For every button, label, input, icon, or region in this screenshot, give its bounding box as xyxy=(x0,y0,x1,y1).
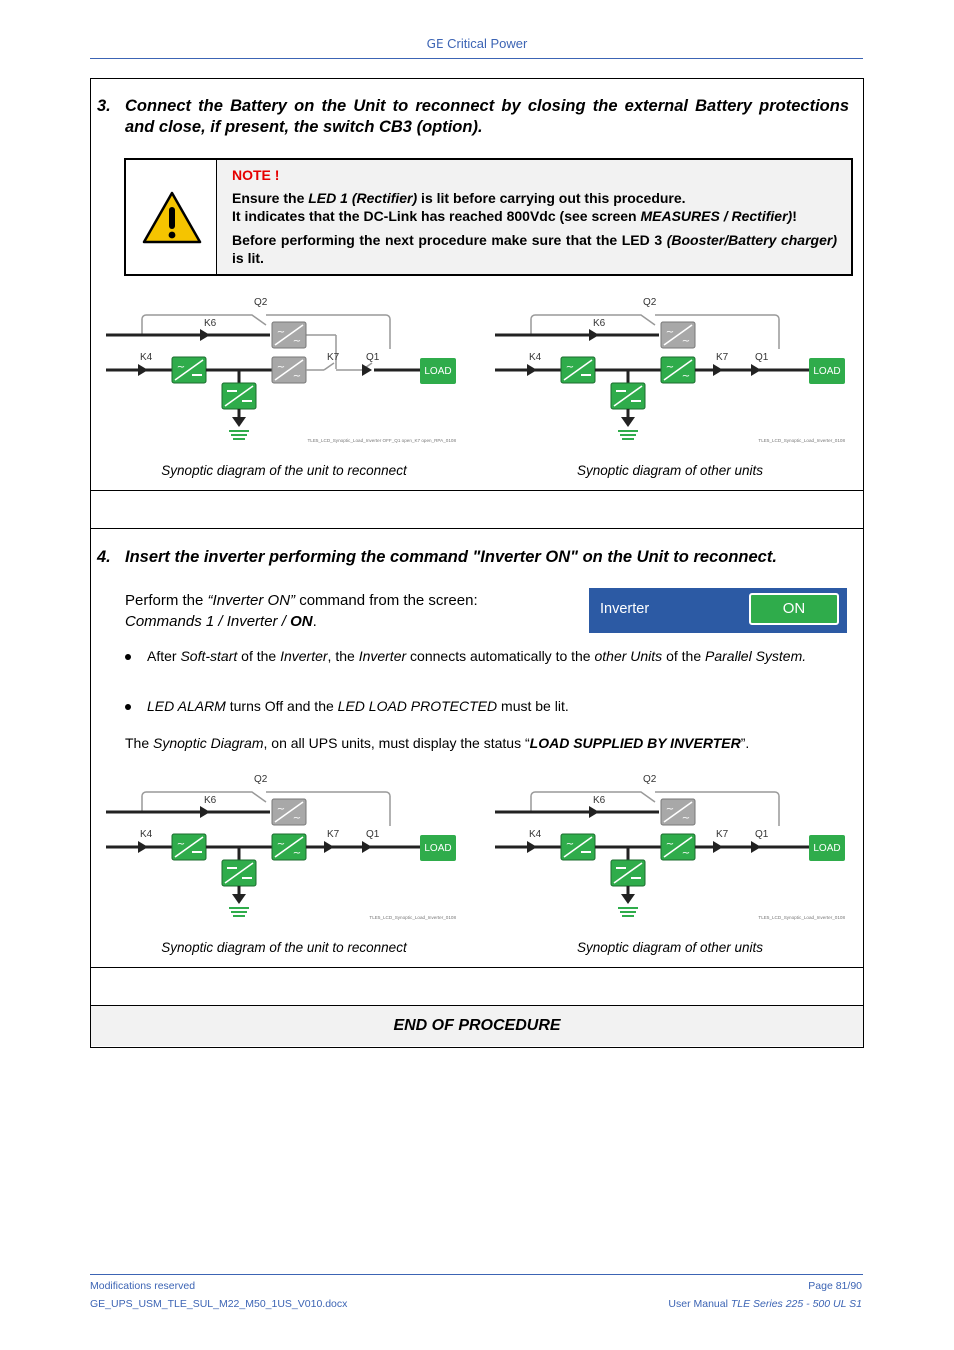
end-of-procedure: END OF PROCEDURE xyxy=(91,1006,863,1046)
k6-label: K6 xyxy=(204,318,217,329)
q1-label: Q1 xyxy=(366,829,380,840)
q2-label: Q2 xyxy=(643,297,657,308)
caption-left: Synoptic diagram of the unit to reconnect xyxy=(161,940,407,955)
load-label: LOAD xyxy=(424,843,452,854)
note-box xyxy=(124,158,853,276)
synoptic-diagram-other-units xyxy=(493,293,849,443)
q2-label: Q2 xyxy=(254,774,268,785)
inverter-screen xyxy=(589,588,847,633)
k6-label: K6 xyxy=(593,318,606,329)
q1-label: Q1 xyxy=(755,829,769,840)
step-number: 4. xyxy=(97,548,111,566)
booster-block xyxy=(611,383,645,409)
static-switch-block xyxy=(272,799,306,825)
step-3 xyxy=(97,96,849,138)
k4-label: K4 xyxy=(529,352,542,363)
bullet-dot xyxy=(125,654,131,660)
k7-label: K7 xyxy=(716,352,729,363)
load-label: LOAD xyxy=(813,843,841,854)
inverter-block xyxy=(272,357,306,383)
status-line: The Synoptic Diagram, on all UPS units, must display the status “LOAD SUPPLIED BY INVERTER”. xyxy=(125,735,750,751)
row-separator xyxy=(91,967,863,968)
q2-label: Q2 xyxy=(254,297,268,308)
note-line-2: It indicates that the DC-Link has reached 800Vdc (see screen MEASURES / Rectifier)! xyxy=(232,208,797,224)
q1-label: Q1 xyxy=(755,352,769,363)
caption-right: Synoptic diagram of other units xyxy=(576,940,764,955)
booster-block xyxy=(611,860,645,886)
row-separator xyxy=(91,528,863,529)
step-number: 3. xyxy=(97,97,111,115)
step-4 xyxy=(97,547,849,568)
rectifier-block xyxy=(561,834,595,860)
k6-label: K6 xyxy=(204,795,217,806)
note-line-3: Before performing the next procedure make sure that the LED 3 (Booster/Battery charger) is lit. xyxy=(232,232,837,266)
synoptic-diagram-other-units xyxy=(493,770,849,920)
load-label: LOAD xyxy=(424,366,452,377)
rectifier-block xyxy=(172,834,206,860)
diagram-code: TLE5_LCD_Synoptic_Load_Inverter_0108 xyxy=(758,438,845,443)
bullet-soft-start: After Soft-start of the Inverter, the Inverter connects automatically to the other Units of the Parallel System. xyxy=(125,647,849,665)
k7-label: K7 xyxy=(327,829,340,840)
caption-left: Synoptic diagram of the unit to reconnect xyxy=(161,463,407,478)
inverter-block xyxy=(661,834,695,860)
booster-block xyxy=(222,383,256,409)
diagram-code: TLE5_LCD_Synoptic_Load_Inverter OFF_Q1 open_K7 open_RPA_0108 xyxy=(307,438,456,443)
static-switch-block xyxy=(661,799,695,825)
k6-label: K6 xyxy=(593,795,606,806)
header-rule xyxy=(90,58,863,59)
diagram-code: TLE5_LCD_Synoptic_Load_Inverter_0108 xyxy=(758,915,845,920)
row-separator xyxy=(91,490,863,491)
ge-brand: GE xyxy=(426,37,444,51)
rectifier-block xyxy=(172,357,206,383)
booster-block xyxy=(222,860,256,886)
inverter-block xyxy=(272,834,306,860)
note-icon-cell xyxy=(126,160,217,274)
page-header xyxy=(0,36,954,51)
footer-modifications: Modifications reserved xyxy=(90,1280,196,1292)
rectifier-block xyxy=(561,357,595,383)
k4-label: K4 xyxy=(140,829,153,840)
q1-label: Q1 xyxy=(366,352,380,363)
load-label: LOAD xyxy=(813,366,841,377)
bullet-dot xyxy=(125,704,131,710)
diagram-code: TLE5_LCD_Synoptic_Load_Inverter_0108 xyxy=(369,915,456,920)
step-text: Insert the inverter performing the command "Inverter ON" on the Unit to reconnect. xyxy=(125,548,777,566)
k7-label: K7 xyxy=(716,829,729,840)
k7-label: K7 xyxy=(327,352,340,363)
bullet-led-alarm: LED ALARM turns Off and the LED LOAD PROTECTED must be lit. xyxy=(125,697,849,715)
synoptic-diagram-unit-reconnect xyxy=(104,293,460,443)
note-body xyxy=(232,166,837,267)
warning-icon xyxy=(141,190,203,246)
q2-label: Q2 xyxy=(643,774,657,785)
inverter-label: Inverter xyxy=(600,601,650,617)
caption-right: Synoptic diagram of other units xyxy=(576,463,764,478)
static-switch-block xyxy=(661,322,695,348)
synoptic-diagram-unit-reconnect xyxy=(104,770,460,920)
k4-label: K4 xyxy=(140,352,153,363)
inverter-block xyxy=(661,357,695,383)
footer-manual-title: User Manual TLE Series 225 - 500 UL S1 xyxy=(668,1298,862,1310)
perform-instruction: Perform the “Inverter ON” command from the screen: Commands 1 / Inverter / ON. xyxy=(125,592,478,630)
step-text: Connect the Battery on the Unit to reconnect by closing the external Battery protections and close, if present, the switch CB3 (option). xyxy=(125,97,849,136)
note-title: NOTE ! xyxy=(232,167,280,183)
inverter-on-button[interactable]: ON xyxy=(749,593,839,625)
k4-label: K4 xyxy=(529,829,542,840)
note-line-1: Ensure the LED 1 (Rectifier) is lit before carrying out this procedure. xyxy=(232,190,686,206)
footer-filename: GE_UPS_USM_TLE_SUL_M22_M50_1US_V010.docx xyxy=(90,1298,348,1310)
footer-rule xyxy=(90,1274,863,1275)
static-switch-block xyxy=(272,322,306,348)
header-title: Critical Power xyxy=(447,36,528,51)
footer-page-number: Page 81/90 xyxy=(808,1280,862,1292)
